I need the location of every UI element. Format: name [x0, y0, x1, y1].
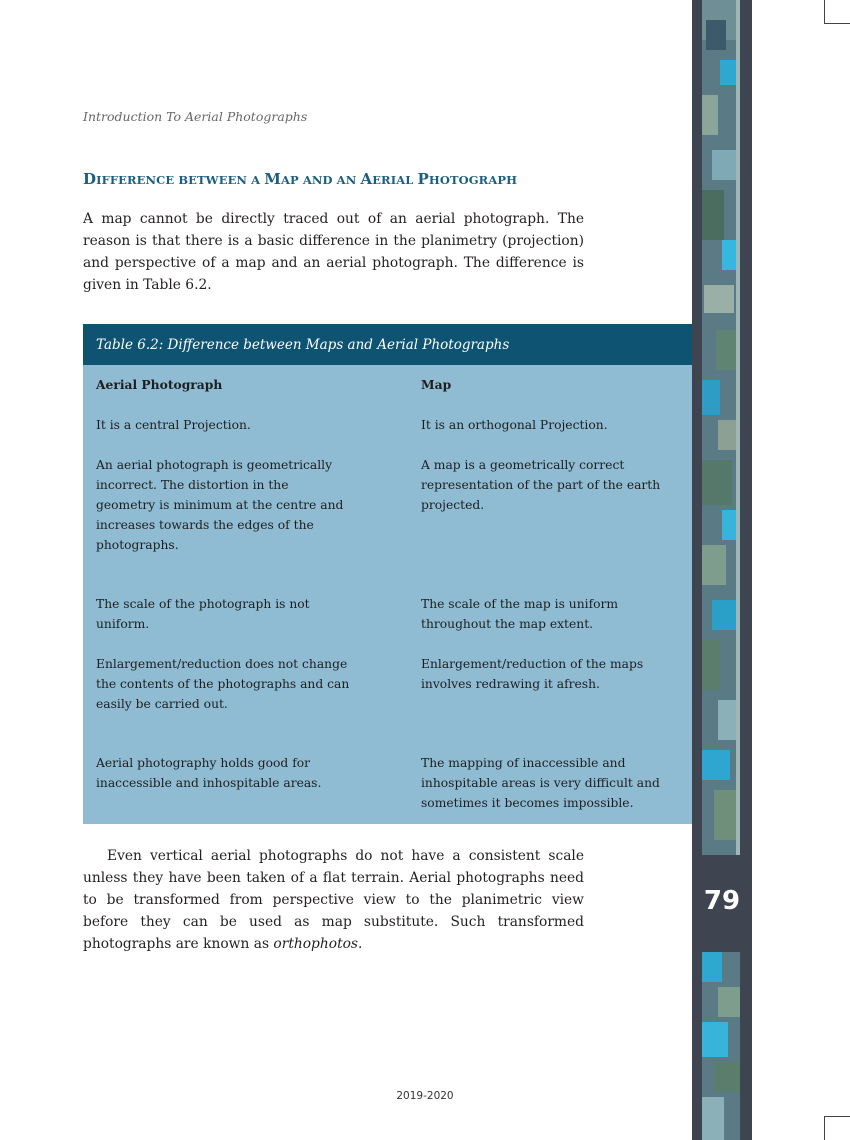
comparison-table [83, 324, 692, 824]
intro-paragraph: A map cannot be directly traced out of an aerial photograph. The reason is that there is a basic difference in the planimetry (projection) and perspective of a map and an aerial photograph. The difference is given in Table 6.2. [83, 211, 584, 293]
crop-mark-top-right [824, 0, 850, 24]
table-cell: A map is a geometrically correct representation of the part of the earth projected. [421, 458, 661, 512]
satellite-image-strip-bottom [702, 952, 740, 1140]
orthophotos-term: orthophotos [273, 936, 359, 952]
table-caption: Table 6.2: Difference between Maps and Aerial Photographs [83, 324, 692, 365]
section-title-part: IFFERENCE BETWEEN A [96, 173, 265, 187]
header-map: Map [421, 377, 452, 392]
table-cell: Enlargement/reduction of the maps involves redrawing it afresh. [421, 657, 644, 691]
section-title-part: D [83, 170, 97, 188]
closing-paragraph-text: Even vertical aerial photographs do not have a consistent scale unless they have been taken of a flat terrain. Aerial photographs need to be transformed from perspective view to the planimetric view before they can be used as map substitute. Such transformed photographs are known as [83, 848, 584, 952]
table-cell: Aerial photography holds good for inaccessible and inhospitable areas. [96, 756, 322, 790]
table-cell: An aerial photograph is geometrically incorrect. The distortion in the geometry is minimum at the centre and increases towards the edges of the photographs. [96, 458, 344, 552]
closing-paragraph-end: . [358, 936, 363, 952]
table-cell: The scale of the photograph is not uniform. [96, 597, 310, 631]
footer-year: 2019-2020 [396, 1090, 454, 1102]
section-title-part: P [417, 170, 429, 188]
satellite-image-strip-top [702, 0, 740, 855]
table-cell: Enlargement/reduction does not change the contents of the photographs and can easily be carried out. [96, 657, 350, 711]
section-title-part: ERIAL [372, 173, 418, 187]
section-title-part: AP AND AN [281, 173, 361, 187]
closing-paragraph [83, 845, 584, 955]
crop-mark-bottom-right [824, 1116, 850, 1140]
table-cell: The mapping of inaccessible and inhospitable areas is very difficult and sometimes it becomes impossible. [421, 756, 660, 810]
page-number: 79 [703, 886, 741, 916]
section-title-part: M [264, 170, 281, 188]
section-title [83, 170, 517, 188]
table-cell: The scale of the map is uniform throughout the map extent. [421, 597, 619, 631]
running-head: Introduction To Aerial Photographs [83, 109, 308, 124]
table-cell: It is a central Projection. [96, 418, 251, 432]
decorative-sidebar [692, 0, 752, 1140]
section-title-part: A [360, 170, 373, 188]
header-aerial-photograph: Aerial Photograph [96, 377, 223, 392]
table-cell: It is an orthogonal Projection. [421, 418, 608, 432]
section-title-part: HOTOGRAPH [428, 173, 518, 187]
